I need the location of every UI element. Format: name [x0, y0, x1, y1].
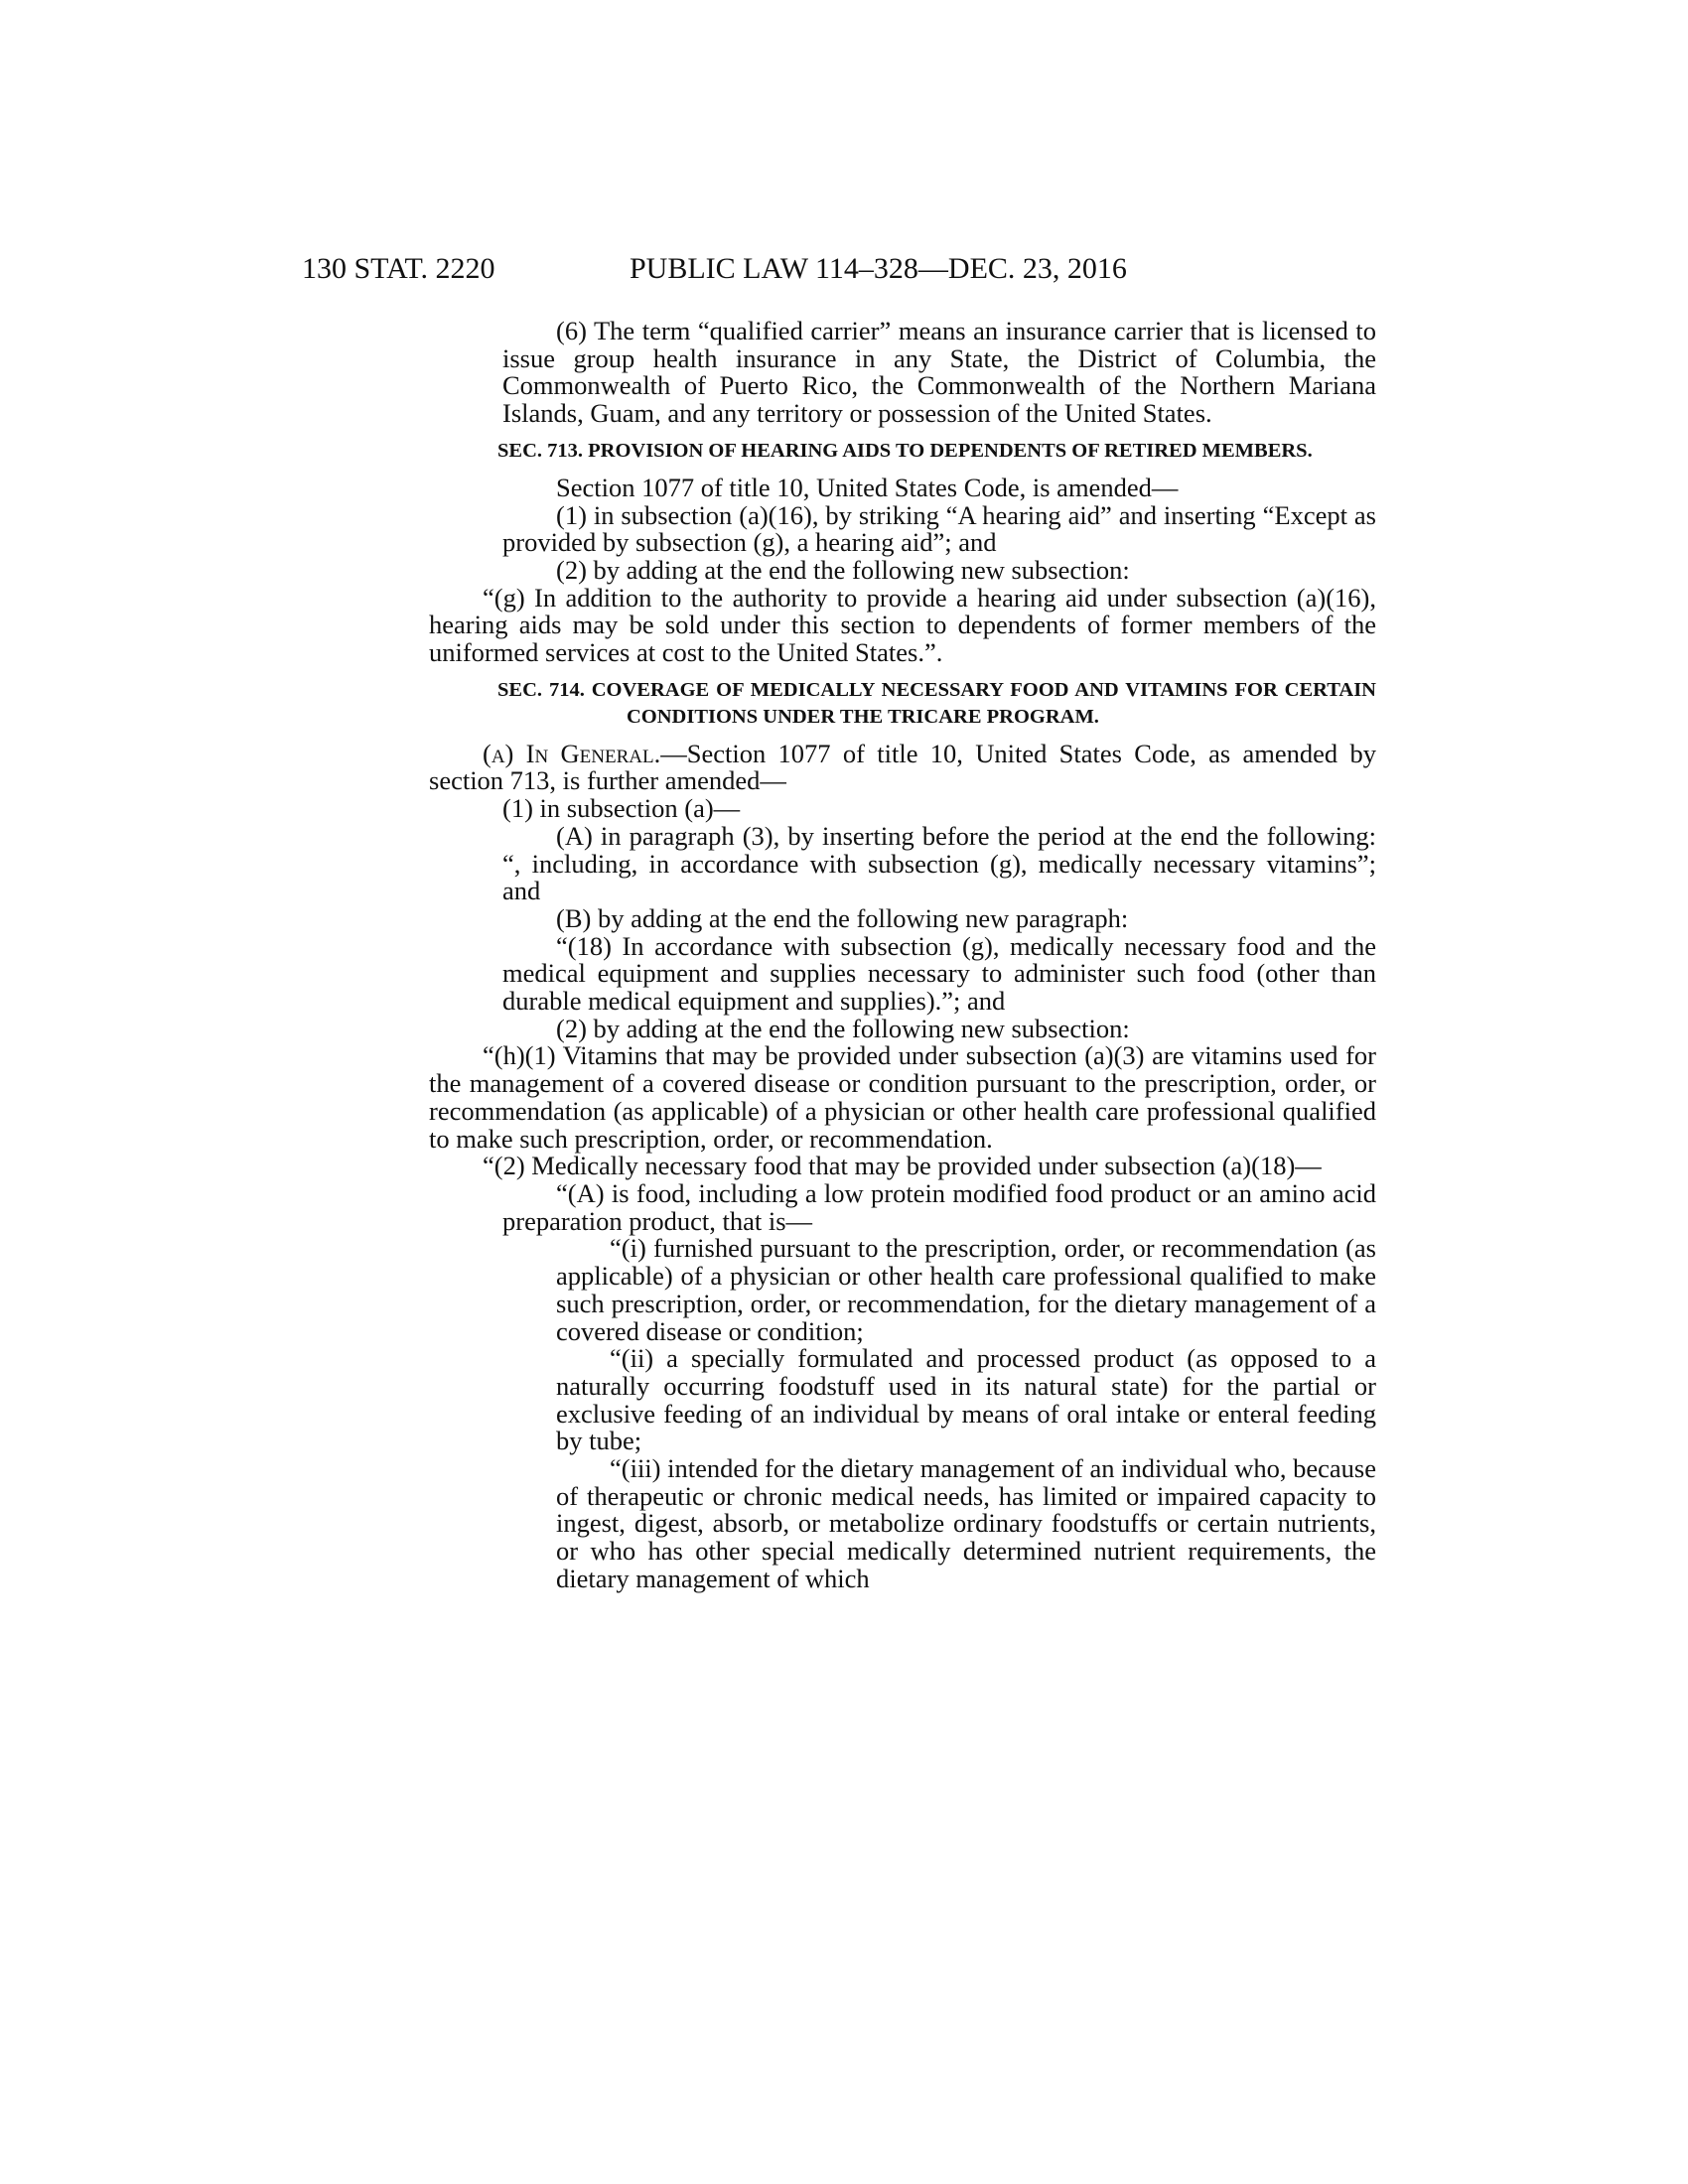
subsection-h-2-A: “(A) is food, including a low protein modified food product or an amino acid preparation product, that is— — [502, 1177, 1376, 1236]
statute-page-number: 130 STAT. 2220 — [302, 252, 495, 285]
subsection-h-2: “(2) Medically necessary food that may be provided under subsection (a)(18)— — [483, 1151, 1322, 1181]
sec714-subsection-a-text: .—Section 1077 of title 10, United States Code, as amended by section 713, is further amended— — [429, 738, 1376, 796]
subsection-h-2-A-iii: “(iii) intended for the dietary management of an individual who, because of therapeutic or chronic medical needs, has limited or impaired capacity to ingest, digest, absorb, or metabolize ordinary foodstuffs or certain nutrients, or who has other special medically determined nutrient requirements, the dietary management of which — [556, 1453, 1376, 1593]
sec714-paragraph-1: (1) in subsection (a)— — [502, 793, 741, 824]
sec713-paragraph-2: (2) by adding at the end the following new subsection: — [556, 554, 1130, 585]
sec714-subsection-a — [429, 738, 1376, 796]
public-law-title: PUBLIC LAW 114–328—DEC. 23, 2016 — [630, 252, 1127, 285]
sec713-subsection-g: “(g) In addition to the authority to provide a hearing aid under subsection (a)(16), hearing aids may be sold under this section to dependents of former members of the uniformed services at cost to the United States.”. — [429, 582, 1376, 668]
page-body — [429, 316, 1376, 1593]
subsection-h-2-A-ii: “(ii) a specially formulated and processed product (as opposed to a naturally occurring foodstuff used in its natural state) for the partial or exclusive feeding of an individual by means of oral intake or enteral feeding by tube; — [556, 1343, 1376, 1456]
sec713-paragraph-1: (1) in subsection (a)(16), by striking “A hearing aid” and inserting “Except as provided by subsection (g), a hearing aid”; and — [502, 499, 1376, 558]
sec714-new-paragraph-18: “(18) In accordance with subsection (g), medically necessary food and the medical equipment and supplies necessary to administer such food (other than durable medical equipment and supplies).”; and — [502, 930, 1376, 1017]
sec714-heading: SEC. 714. COVERAGE OF MEDICALLY NECESSARY FOOD AND VITAMINS FOR CERTAIN CONDITIONS UNDER THE TRICARE PROGRAM. — [497, 678, 1376, 728]
in-general-label: (a) In General — [483, 738, 654, 768]
subsection-h-1: “(h)(1) Vitamins that may be provided under subsection (a)(3) are vitamins used for the management of a covered disease or condition pursuant to the prescription, order, or recommendation (as applicable) of a physician or other health care professional qualified to make such prescription, order, or recommendation. — [429, 1040, 1376, 1154]
page-header — [302, 252, 1454, 292]
sec713-intro: Section 1077 of title 10, United States Code, is amended— — [556, 472, 1179, 502]
subsection-h-2-A-i: “(i) furnished pursuant to the prescription, order, or recommendation (as applicable) of a physician or other health care professional qualified to make such prescription, order, or recommendation, for the dietary management of a covered disease or condition; — [556, 1233, 1376, 1346]
sec713-heading: SEC. 713. PROVISION OF HEARING AIDS TO DEPENDENTS OF RETIRED MEMBERS. — [497, 439, 1313, 462]
sec714-paragraph-2: (2) by adding at the end the following new subsection: — [556, 1013, 1130, 1043]
sec712-paragraph-6: (6) The term “qualified carrier” means an insurance carrier that is licensed to issue group health insurance in any State, the District of Columbia, the Commonwealth of Puerto Rico, the Commonwealth of the Northern Mariana Islands, Guam, and any territory or possession of the United States. — [502, 316, 1376, 429]
sec714-subparagraph-B: (B) by adding at the end the following new paragraph: — [556, 902, 1129, 933]
sec714-subparagraph-A: (A) in paragraph (3), by inserting before the period at the end the following: “, including, in accordance with subsection (g), medically necessary vitamins”; and — [502, 820, 1376, 906]
